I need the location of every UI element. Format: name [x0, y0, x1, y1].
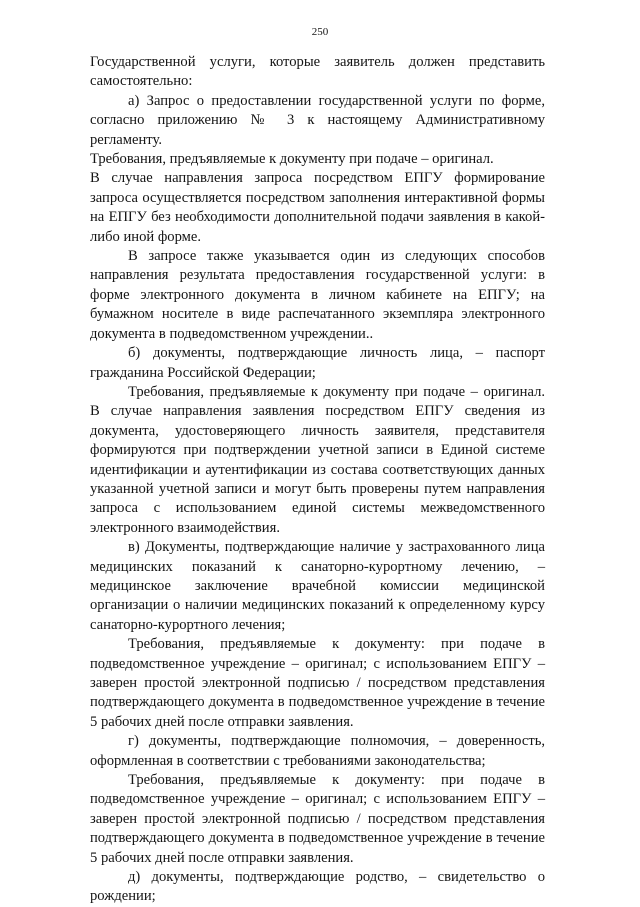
paragraph: Государственной услуги, которые заявитель должен представить самостоятельно: — [90, 54, 545, 90]
paragraph: г) документы, подтверждающие полномочия, – доверенность, оформленная в соответствии с требованиями законодательства; — [90, 733, 545, 769]
paragraph: Требования, предъявляемые к документу при подаче – оригинал. В случае направления заявления посредством ЕПГУ сведения из документа, удостоверяющего личность заявителя, представителя формируются при подтверждении учетной записи в Единой системе идентификации и аутентификации из состава соответствующих данных указанной учетной записи и могут быть проверены путем направления запроса с использованием единой системы межведомственного электронного взаимодействия. — [90, 383, 545, 536]
document-body — [90, 53, 545, 907]
page-number: 250 — [311, 26, 329, 38]
paragraph: В запросе также указывается один из следующих способов направления результата предоставления государственной услуги: в форме электронного документа в личном кабинете на ЕПГУ; на бумажном носителе в виде распечатанного экземпляра электронного документа в подведомственном учреждении.. — [90, 248, 545, 342]
paragraph: Требования, предъявляемые к документу: при подаче в подведомственное учреждение – оригинал; с использованием ЕПГУ – заверен простой электронной подписью / посредством представления подтверждающего документа в подведомственное учреждение в течение 5 рабочих дней после отправки заявления. — [90, 772, 545, 866]
paragraph: а) Запрос о предоставлении государственной услуги по форме, согласно приложению № 3 к настоящему Административному регламенту. — [90, 92, 545, 148]
paragraph: Требования, предъявляемые к документу при подаче – оригинал. — [90, 151, 494, 168]
paragraph: б) документы, подтверждающие личность лица, – паспорт гражданина Российской Федерации; — [90, 345, 545, 381]
paragraph: Требования, предъявляемые к документу: при подаче в подведомственное учреждение – оригинал; с использованием ЕПГУ – заверен простой электронной подписью / посредством представления подтверждающего документа в подведомственное учреждение в течение 5 рабочих дней после отправки заявления. — [90, 636, 545, 730]
paragraph: В случае направления запроса посредством ЕПГУ формирование запроса осуществляется посредством заполнения интерактивной формы на ЕПГУ без необходимости дополнительной подачи заявления в какой-либо иной форме. — [90, 170, 545, 245]
paragraph: в) Документы, подтверждающие наличие у застрахованного лица медицинских показаний к санаторно-курортному лечению, – медицинское заключение врачебной комиссии медицинской организации о наличии медицинских показаний к определенному курсу санаторно-курортного лечения; — [90, 539, 545, 633]
paragraph: д) документы, подтверждающие родство, – свидетельство о рождении; — [90, 869, 545, 905]
